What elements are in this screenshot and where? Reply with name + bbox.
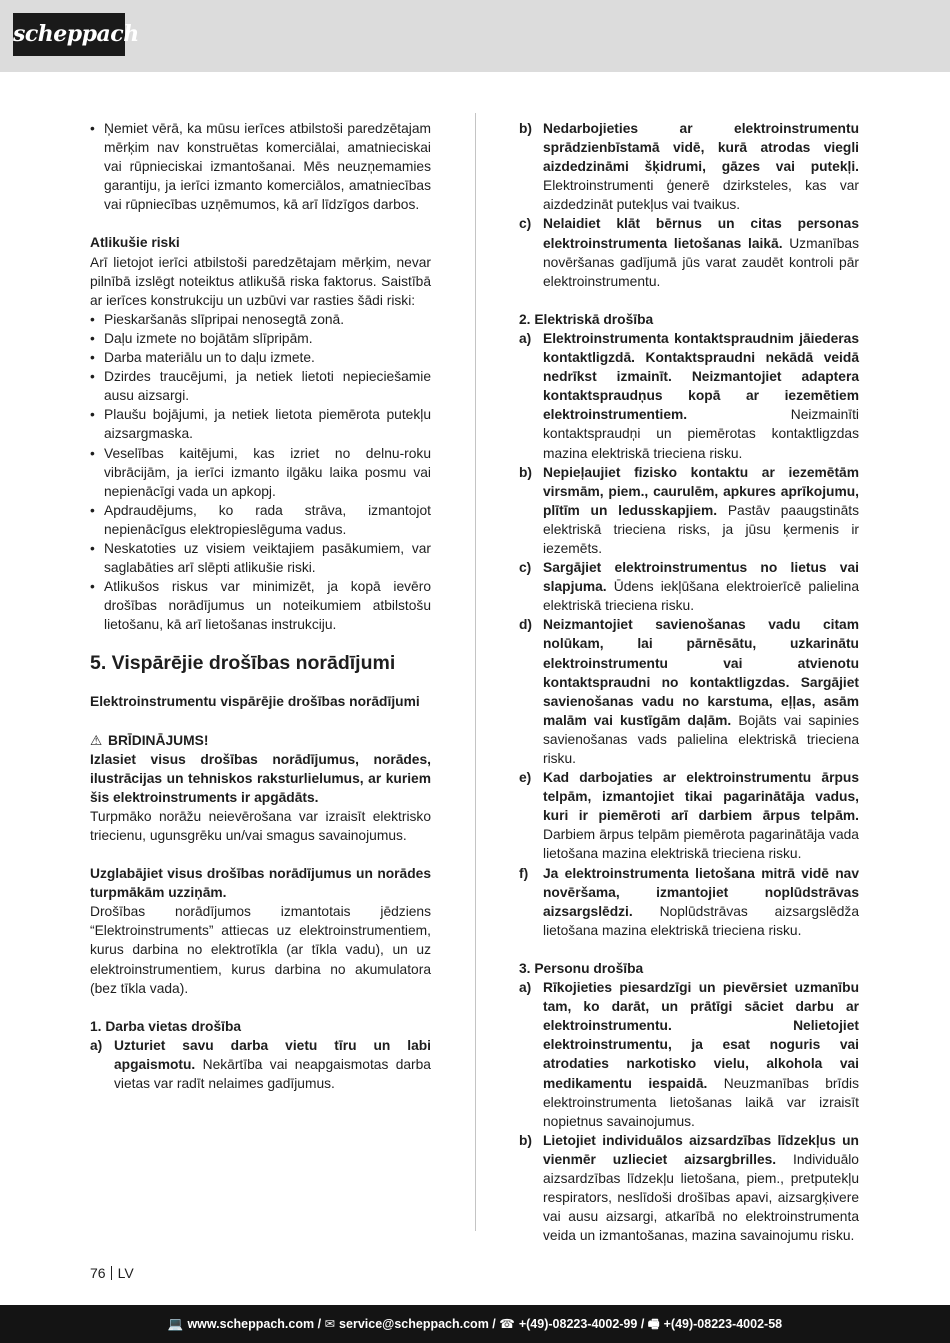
item-bold: Lietojiet individuālos aizsardzības līdzekļus un vienmēr uzlieciet aizsargbrilles.	[543, 1132, 859, 1167]
item-marker: f)	[519, 865, 529, 881]
safety-item	[519, 1131, 859, 1246]
item-bold: Sargājiet elektroinstrumentus no lietus vai slapjuma.	[543, 560, 859, 595]
item-bold: Kad darbojaties ar elektroinstrumentu ārpus telpām, izmantojiet tikai pagarinātāja vadus, kuri ir piemēroti arī darbiem ārpus telpām.	[543, 770, 859, 824]
page-number	[90, 1265, 134, 1281]
item-text: Elektroinstrumenti ģenerē dzirksteles, kas var aizdedzināt putekļus vai tvaikus.	[543, 178, 859, 213]
item-text: Individuālo aizsardzības līdzekļu lietošana, piem., pretputekļu respirators, neslīdoši drošības apavi, aizsargķivere vai ausu aizsargi, atkarībā no elektroinstrumenta veida un izmantošanas, mazina savainojumu risku.	[543, 1151, 859, 1244]
section-heading: 5. Vispārējie drošības norādījumi	[90, 652, 396, 675]
page-footer	[0, 1305, 950, 1343]
item-bold: Ja elektroinstrumenta lietošana mitrā vidē nav novēršama, izmantojiet noplūdstrāvas aizsargslēdzi.	[543, 865, 859, 919]
computer-icon: 💻	[167, 1317, 184, 1331]
safety-item	[519, 558, 859, 615]
item-marker: c)	[519, 560, 532, 576]
safety-item	[519, 463, 859, 558]
warning-text: Turpmāko norāžu neievērošana var izraisīt elektrisko triecienu, ugunsgrēku un/vai smagus savainojumus.	[90, 808, 431, 843]
warning-title-text: BRĪDINĀJUMS!	[108, 732, 209, 748]
electrical-safety-items	[519, 329, 859, 940]
safety-item	[519, 864, 859, 940]
phone-icon: ☎	[499, 1317, 515, 1331]
fax-icon: 🖷	[647, 1317, 660, 1331]
item-bold: Rīkojieties piesardzīgi un pievērsiet uzmanību tam, ko darāt, un prātīgi sāciet darbu ar elektroinstrumentu. Nelietojiet elektroinstrumentu, ja esat noguris vai atrodaties narkotisko vielu, alkohola vai medikamentu iespaidā.	[543, 980, 859, 1091]
page-language: LV	[117, 1265, 134, 1281]
footer-fax: +(49)-08223-4002-58	[663, 1317, 783, 1331]
item-bold: Nepieļaujiet fizisko kontaktu ar iezemētām virsmām, piem., caurulēm, apkures aprīkojumu, plītīm un ledusskapjiem.	[543, 464, 859, 518]
risk-item: • Darba materiālu un to daļu izmete.	[90, 348, 431, 367]
item-text: Neizmainīti kontaktspraudņi un piemērotas kontaktligzdas mazina elektriskā trieciena risku.	[543, 407, 859, 461]
personal-safety-title: 3. Personu drošība	[519, 960, 644, 976]
item-text: Uzmanības novēršanas gadījumā jūs varat zaudēt kontroli pār elektroinstrumentu.	[543, 235, 859, 289]
risk-item: • Apdraudējums, ko rada strāva, izmantojot nepienācīgus elektropieslēguma vadus.	[90, 501, 431, 539]
item-text: Nekārtība vai neapgaismotas darba vietas var radīt nelaimes gadījumus.	[114, 1056, 431, 1092]
residual-risks-title: Atlikušie riski	[90, 235, 180, 251]
page-number-separator	[111, 1266, 112, 1280]
page-header	[0, 0, 950, 72]
safety-item	[519, 978, 859, 1131]
personal-safety-items	[519, 978, 859, 1245]
footer-separator: /	[317, 1317, 322, 1331]
item-marker: e)	[519, 770, 532, 786]
risk-item: • Veselības kaitējumi, kas izriet no delnu-roku vibrācijām, ja ierīci izmanto ilgāku laika posmu vai nepienācīgi vada un apkopj.	[90, 444, 431, 501]
item-bold: Nelaidiet klāt bērnus un citas personas elektroinstrumenta lietošanas laikā.	[543, 216, 859, 251]
item-marker: b)	[519, 464, 533, 480]
keep-instructions-bold: Uzglabājiet visus drošības norādījumus un norādes turpmākām uzziņām.	[90, 866, 431, 901]
safety-item	[519, 214, 859, 290]
work-area-items	[519, 119, 859, 291]
footer-phone: +(49)-08223-4002-99	[518, 1317, 638, 1331]
risk-item: • Daļu izmete no bojātām slīpripām.	[90, 329, 431, 348]
warning-bold: Izlasiet visus drošības norādījumus, norādes, ilustrācijas un tehniskos raksturlielumus, ar kuriem šis elektroinstruments ir apgādāts.	[90, 751, 431, 805]
item-marker: a)	[519, 330, 532, 346]
item-text: Ūdens iekļūšana elektroierīcē palielina elektriskā trieciena risku.	[543, 579, 860, 614]
intro-bullet: • Ņemiet vērā, ka mūsu ierīces atbilstoši paredzētajam mērķim nav konstruētas komerciālai, amatnieciskai vai rūpnieciskai izmantošanai. Mēs neuzņemamies garantiju, ja ierīci izmanto komerciālos, amatniecības vai rūpniecības uzņēmumos, kā arī līdzīgos darbos.	[90, 119, 431, 214]
residual-risks-text: Arī lietojot ierīci atbilstoši paredzētajam mērķim, nevar pilnībā izslēgt noteiktus atlikušā riska faktorus. Saistībā ar ierīces konstrukciju un uzbūvi var rasties šādi riski:	[90, 254, 431, 308]
item-marker: c)	[519, 216, 532, 232]
footer-email[interactable]: service@scheppach.com	[339, 1317, 489, 1331]
safety-item	[519, 329, 859, 463]
item-text: Neuzmanības brīdis elektroinstrumenta lietošanas laikā var izraisīt nopietnus savainojumus.	[543, 1075, 859, 1129]
item-marker: b)	[519, 121, 533, 136]
electrical-safety-title: 2. Elektriskā drošība	[519, 311, 654, 327]
item-bold: Elektroinstrumenta kontaktspraudnim jāiederas kontaktligzdā. Kontaktspraudni nekādā veidā nedrīkst izmainīt. Neizmantojiet adaptera kontaktspraudņus kopā ar iezemētiem elektroinstrumentiem.	[543, 330, 859, 423]
risk-item: • Pieskaršanās slīpripai nenosegtā zonā.	[90, 310, 431, 329]
footer-separator: /	[492, 1317, 496, 1331]
footer-separator: /	[640, 1317, 645, 1331]
item-marker: d)	[519, 617, 533, 633]
footer-web[interactable]: www.scheppach.com	[187, 1317, 315, 1331]
page-number-value: 76	[90, 1265, 106, 1281]
risk-item: • Dzirdes traucējumi, ja netiek lietoti nepieciešamie ausu aizsargi.	[90, 367, 431, 405]
item-bold: Neizmantojiet savienošanas vadu citam nolūkam, lai pārnēsātu, uzkarinātu elektroinstrumentu vai atvienotu kontaktspraudni no kontaktligzdas. Sargājiet savienošanas vadu no karstuma, eļļas, asām malām vai kustīgām daļām.	[543, 617, 859, 728]
item-bold: Uzturiet savu darba vietu tīru un labi apgaismotu.	[114, 1037, 431, 1072]
left-column	[90, 119, 431, 1093]
risk-item: • Plaušu bojājumi, ja netiek lietota piemērota putekļu aizsargmaska.	[90, 405, 431, 443]
item-text: Darbiem ārpus telpām piemērota pagarinātāja vada lietošana mazina elektriskā trieciena risku.	[543, 827, 859, 862]
section-subheading: Elektroinstrumentu vispārējie drošības norādījumi	[90, 694, 420, 710]
risk-item: • Neskatoties uz visiem veiktajiem pasākumiem, var saglabāties arī slēpti atlikušie riski.	[90, 539, 431, 577]
warning-triangle-icon: ⚠	[90, 732, 103, 748]
safety-item	[519, 119, 859, 214]
right-column	[519, 119, 859, 1245]
item-bold: Nedarbojieties ar elektroinstrumentu sprādzienbīstamā vidē, kurā atrodas viegli aizdedzināmi šķidrumi, gāzes vai putekļi.	[543, 121, 859, 175]
keep-instructions-text: Drošības norādījumos izmantotais jēdziens “Elektroinstruments” attiecas uz elektroinstrumentiem, kurus darbina no elektrotīkla (ar tīkla vadu), un uz elektroinstrumentiem, kurus darbina no akumulatora (bez tīkla vada).	[90, 904, 431, 996]
column-divider	[475, 113, 476, 1231]
item-text: Pastāv paaugstināts elektriskā trieciena risks, ja jūsu ķermenis ir iezemēts.	[543, 502, 859, 556]
item-marker: b)	[519, 1132, 533, 1148]
work-area-title: 1. Darba vietas drošība	[90, 1018, 242, 1034]
item-text: Bojāts vai sapinies savienošanas vads palielina elektriskā trieciena risku.	[543, 712, 859, 766]
work-area-item-a	[90, 1036, 431, 1093]
item-marker: a)	[519, 980, 532, 996]
item-marker: a)	[90, 1037, 103, 1053]
risk-item: • Atlikušos riskus var minimizēt, ja kopā ievēro drošības norādījumus un noteikumiem atbilstošu lietošanu, kā arī lietošanas instrukciju.	[90, 577, 431, 634]
safety-item	[519, 615, 859, 768]
mail-icon: ✉	[324, 1317, 336, 1331]
safety-item	[519, 768, 859, 863]
item-text: Noplūdstrāvas aizsargslēdža lietošana mazina elektriskā trieciena risku.	[543, 903, 859, 938]
brand-logo: scheppach	[13, 13, 125, 56]
warning-title	[90, 731, 431, 750]
